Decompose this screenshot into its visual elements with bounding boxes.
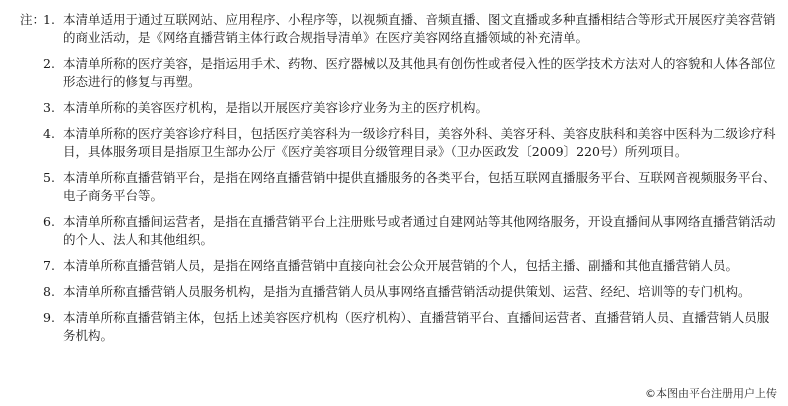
note-item-2	[43, 55, 778, 91]
note-number: 9.	[43, 310, 55, 325]
notes-list	[43, 11, 778, 353]
note-number: 6.	[43, 214, 55, 229]
note-text: 本清单所称直播营销人员服务机构，是指为直播营销人员从事网络直播营销活动提供策划、运营、经纪、培训等的专门机构。	[63, 284, 751, 299]
note-text: 本清单所称直播营销平台，是指在网络直播营销中提供直播服务的各类平台，包括互联网直播服务平台、互联网音视频服务平台、电子商务平台等。	[63, 170, 776, 203]
note-item-4	[43, 125, 778, 161]
note-text: 本清单所称直播间运营者，是指在直播营销平台上注册账号或者通过自建网站等其他网络服务，开设直播间从事网络直播营销活动的个人、法人和其他组织。	[63, 214, 776, 247]
note-number: 1.	[43, 12, 55, 27]
note-number: 4.	[43, 126, 55, 141]
note-number: 7.	[43, 258, 55, 273]
note-item-6	[43, 213, 778, 249]
note-text: 本清单所称直播营销主体，包括上述美容医疗机构（医疗机构）、直播营销平台、直播间运营者、直播营销人员、直播营销人员服务机构。	[63, 310, 770, 343]
note-number: 5.	[43, 170, 55, 185]
note-item-8	[43, 283, 778, 301]
note-item-7	[43, 257, 778, 275]
watermark-text: ©本图由平台注册用户上传	[645, 387, 777, 400]
note-item-3	[43, 99, 778, 117]
note-item-5	[43, 169, 778, 205]
note-text: 本清单适用于通过互联网站、应用程序、小程序等，以视频直播、音频直播、图文直播或多种直播相结合等形式开展医疗美容营销的商业活动，是《网络直播营销主体行政合规指导清单》在医疗美容网络直播领域的补充清单。	[63, 12, 776, 45]
note-item-1	[43, 11, 778, 47]
note-text: 本清单所称的医疗美容，是指运用手术、药物、医疗器械以及其他具有创伤性或者侵入性的医学技术方法对人的容貌和人体各部位形态进行的修复与再塑。	[63, 56, 776, 89]
note-item-9	[43, 309, 778, 345]
note-text: 本清单所称直播营销人员，是指在网络直播营销中直接向社会公众开展营销的个人，包括主播、副播和其他直播营销人员。	[63, 258, 739, 273]
watermark	[642, 384, 780, 402]
note-text: 本清单所称的医疗美容诊疗科目，包括医疗美容科为一级诊疗科目，美容外科、美容牙科、美容皮肤科和美容中医科为二级诊疗科目，具体服务项目是指原卫生部办公厅《医疗美容项目分级管理目录》（卫办医政发〔2009〕220号）所列项目。	[63, 126, 776, 159]
note-number: 2.	[43, 56, 55, 71]
note-number: 3.	[43, 100, 55, 115]
note-number: 8.	[43, 284, 55, 299]
note-text: 本清单所称的美容医疗机构，是指以开展医疗美容诊疗业务为主的医疗机构。	[63, 100, 489, 115]
note-label: 注：	[20, 12, 46, 27]
